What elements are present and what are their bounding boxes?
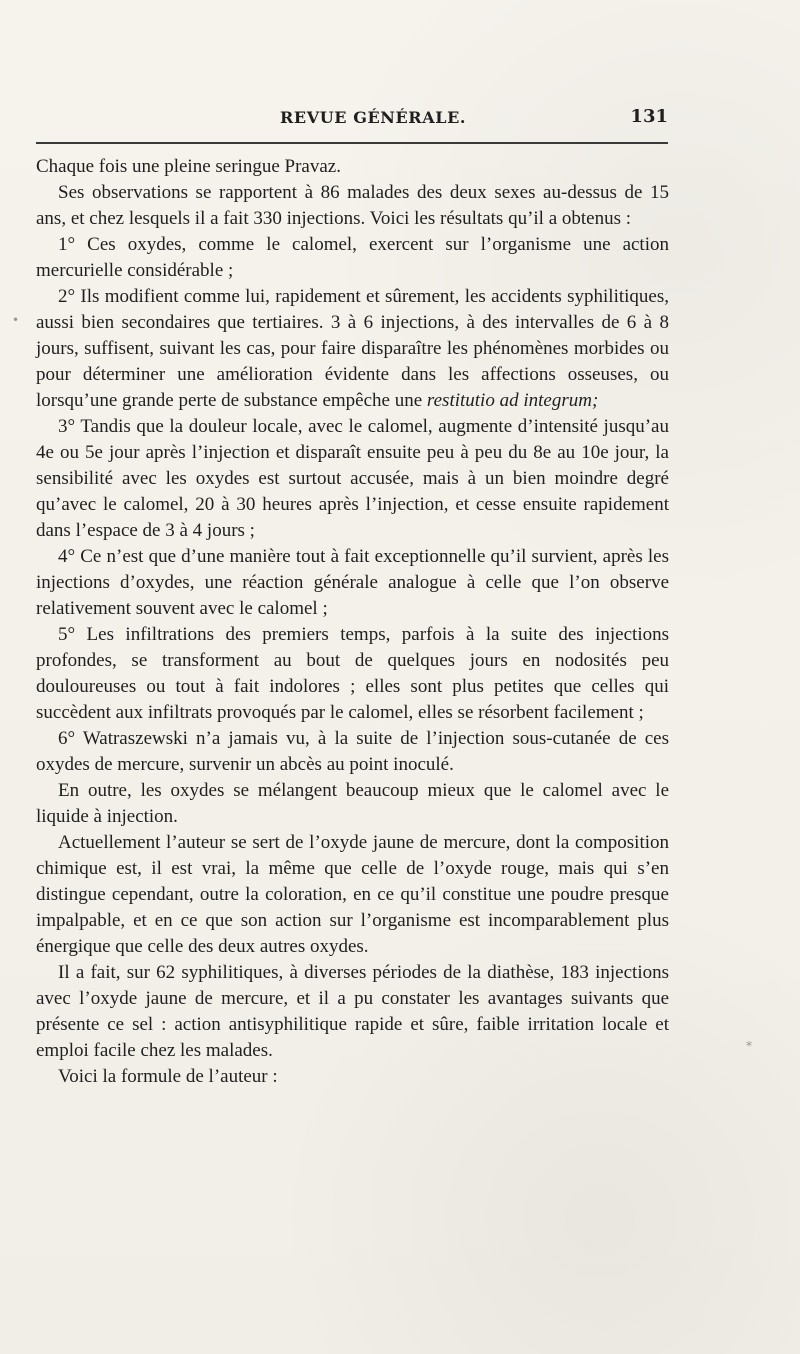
paragraph-6: 4° Ce n’est que d’une manière tout à fait exceptionnelle qu’il survient, après les injections d’oxydes, une réaction générale analogue à celle que l’on observe relativement souvent avec le calomel ; [36,546,669,619]
paragraph-10: Actuellement l’auteur se sert de l’oxyde jaune de mercure, dont la composition chimique est, il est vrai, la même que celle de l’oxyde rouge, mais qui s’en distingue cependant, outre la coloration, en ce qu’il constitue une poudre presque impalpable, et en ce que son action sur l’organisme est incomparablement plus énergique que celle des deux autres oxydes. [36,832,669,957]
paragraph-5: 3° Tandis que la douleur locale, avec le calomel, augmente d’intensité jusqu’au 4e ou 5e jour après l’injection et disparaît ensuite peu à peu du 8e au 10e jour, la sensibilité avec les oxydes est surtout accusée, mais à un bien moindre degré qu’avec le calomel, 20 à 30 heures après l’injection, et cesse ensuite rapidement dans l’espace de 3 à 4 jours ; [36,416,669,541]
paragraph-12: Voici la formule de l’auteur : [58,1066,278,1087]
page-header [36,102,668,134]
scan-mark-right: ⁎ [746,1035,752,1049]
header-rule [36,142,668,144]
paragraph-11: Il a fait, sur 62 syphilitiques, à diverses périodes de la diathèse, 183 injections avec l’oxyde jaune de mercure, et il a pu constater les avantages suivants que présente ce sel : action antisyphilitique rapide et sûre, faible irritation locale et emploi facile chez les malades. [36,962,669,1061]
paragraph-4-main: 2° Ils modifient comme lui, rapidement et sûrement, les accidents syphilitiques, aussi bien secondaires que tertiaires. 3 à 6 injections, à des intervalles de 6 à 8 jours, suffisent, suivant les cas, pour faire disparaître les phénomènes morbides ou pour déterminer une amélioration évidente dans les affections osseuses, ou lorsqu’une grande perte de substance empêche une [36,286,669,411]
paragraph-9: En outre, les oxydes se mélangent beaucoup mieux que le calomel avec le liquide à injection. [36,780,669,827]
main-text [36,154,669,1090]
paragraph-2: Ses observations se rapportent à 86 malades des deux sexes au-dessus de 15 ans, et chez lesquels il a fait 330 injections. Voici les résultats qu’il a obtenus : [36,182,669,229]
paragraph-8: 6° Watraszewski n’a jamais vu, à la suite de l’injection sous-cutanée de ces oxydes de mercure, survenir un abcès au point inoculé. [36,728,669,775]
page-number: 131 [630,106,668,127]
italic-phrase: restitutio ad integrum; [426,390,599,411]
scan-mark-left: • [12,313,20,327]
running-head: REVUE GÉNÉRALE. [280,108,467,127]
paragraph-3: 1° Ces oxydes, comme le calomel, exercent sur l’organisme une action mercurielle considérable ; [36,234,669,281]
paragraph-4 [36,284,669,414]
paragraph-1: Chaque fois une pleine seringue Pravaz. [36,156,341,177]
paragraph-7: 5° Les infiltrations des premiers temps, parfois à la suite des injections profondes, se transforment au bout de quelques jours en nodosités peu douloureuses ou tout à fait indolores ; elles sont plus petites que celles qui succèdent aux infiltrats provoqués par le calomel, elles se résorbent facilement ; [36,624,669,723]
